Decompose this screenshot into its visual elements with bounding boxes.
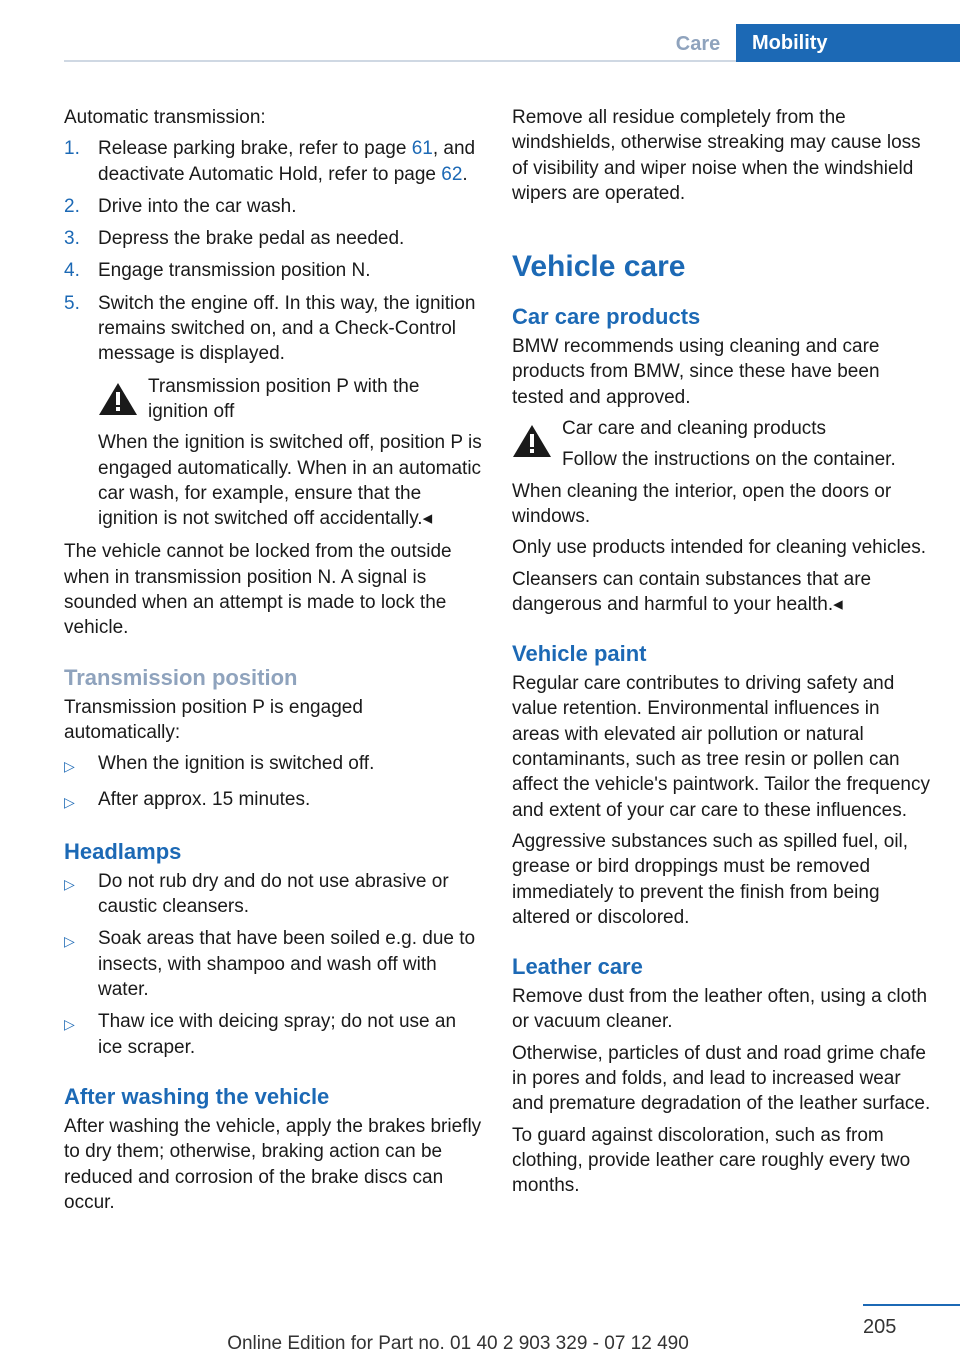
warning-body: When the ignition is switched off, position P is engaged automatically. When in an automatic car wash, for example, ensure that the ignition is not switched off accidentally.◂ [98,432,482,530]
transmission-intro: Transmission position P is engaged automatically: [64,696,363,743]
triangle-bullet-icon: ▷ [64,875,75,892]
right-column [512,105,932,1205]
step-text: Engage transmission position N. [98,260,371,282]
leather-paragraph: Remove dust from the leather often, using a cloth or vacuum cleaner. [512,986,928,1033]
list-item [64,258,482,283]
list-item-text: After approx. 15 minutes. [98,788,311,810]
transmission-heading: Transmission position [64,664,298,690]
warning-title: Car care and cleaning products [562,418,827,440]
warning-line: Follow the instructions on the container. [562,449,896,471]
warning-triangle-icon [98,374,148,425]
step-number: 2. [64,195,80,217]
list-item [64,1009,482,1060]
page-link-61[interactable]: 61 [411,138,433,160]
page-link-62[interactable]: 62 [441,163,463,185]
footer-rule [863,1304,960,1306]
edition-text: Online Edition for Part no. 01 40 2 903 329 - 07 12 490 [227,1333,689,1354]
leather-care-heading: Leather care [512,954,643,980]
intro-text: Automatic transmission: [64,107,266,128]
left-column [64,105,482,1221]
triangle-bullet-icon: ▷ [64,793,75,810]
products-text: BMW recommends using cleaning and care products from BMW, since these have been tested and approved. [512,336,880,408]
after-washing-text: After washing the vehicle, apply the brakes briefly to dry them; otherwise, braking action can be reduced and corrosion of the brake discs can occur. [64,1115,482,1213]
list-item-text: When the ignition is switched off. [98,753,375,775]
step-text: Depress the brake pedal as needed. [98,228,405,250]
warning-paragraph: Cleansers can contain substances that are dangerous and harmful to your health.◂ [512,568,872,615]
list-item [64,787,482,815]
triangle-bullet-icon: ▷ [64,758,75,775]
warning-box [512,416,932,473]
leather-paragraph: To guard against discoloration, such as from clothing, provide leather care roughly every two months. [512,1124,911,1197]
tab-care[interactable]: Care [675,32,721,55]
list-item-text: Thaw ice with deicing spray; do not use an ice scraper. [98,1011,457,1058]
warning-triangle-icon [512,416,562,473]
list-item [64,226,482,251]
step-text: Release parking brake, refer to page 61, and deactivate Automatic Hold, refer to page 62. [98,138,476,185]
paint-paragraph: Regular care contributes to driving safety and value retention. Environmental influences in areas with elevated air pollution or natural contaminants, such as tree resin or pollen can affect the vehicle's paintwork. Tailor the frequency and extent of your car care to these influences. [512,673,930,821]
list-item [64,869,482,920]
paint-paragraph: Aggressive substances such as spilled fuel, oil, grease or bird droppings must be removed immediately to prevent the finish from being altered or discolored. [512,830,909,928]
step-number: 4. [64,260,80,282]
warning-content [562,416,932,473]
warning-box [98,374,482,425]
list-item [64,926,482,1002]
list-item [64,751,482,779]
list-item-text: Soak areas that have been soiled e.g. due to insects, with shampoo and wash off with water. [98,928,476,1001]
list-item-text: Do not rub dry and do not use abrasive or caustic cleansers. [98,870,449,918]
tab-mobility[interactable]: Mobility [736,24,960,62]
step-number: 1. [64,138,80,160]
warning-paragraph: When cleaning the interior, open the doors or windows. [512,480,892,527]
leather-paragraph: Otherwise, particles of dust and road grime chafe in pores and folds, and lead to increased wear and premature degradation of the leather surface. [512,1042,931,1115]
warning-title: Transmission position P with the ignition off [148,375,420,422]
headlamps-heading: Headlamps [64,838,182,864]
step-text: Switch the engine off. In this way, the ignition remains switched on, and a Check-Control message is displayed. [98,292,476,365]
vehicle-paint-heading: Vehicle paint [512,641,647,667]
triangle-bullet-icon: ▷ [64,1016,75,1033]
residue-text: Remove all residue completely from the windshields, otherwise streaking may cause loss of visibility and wiper noise when the windshield wipers are operated. [512,107,921,204]
car-care-products-heading: Car care products [512,304,701,330]
list-item [64,291,482,367]
step-number: 3. [64,228,80,250]
vehicle-care-heading: Vehicle care [512,250,686,284]
after-washing-heading: After washing the vehicle [64,1083,330,1109]
page-number: 205 [863,1316,897,1338]
warning-paragraph: Only use products intended for cleaning vehicles. [512,537,927,559]
step-text: Drive into the car wash. [98,195,297,217]
triangle-bullet-icon: ▷ [64,933,75,950]
locked-note: The vehicle cannot be locked from the outside when in transmission position N. A signal is sounded when an attempt is made to lock the vehicle. [64,541,452,639]
list-item [64,194,482,219]
step-number: 5. [64,292,80,314]
list-item [64,136,482,187]
